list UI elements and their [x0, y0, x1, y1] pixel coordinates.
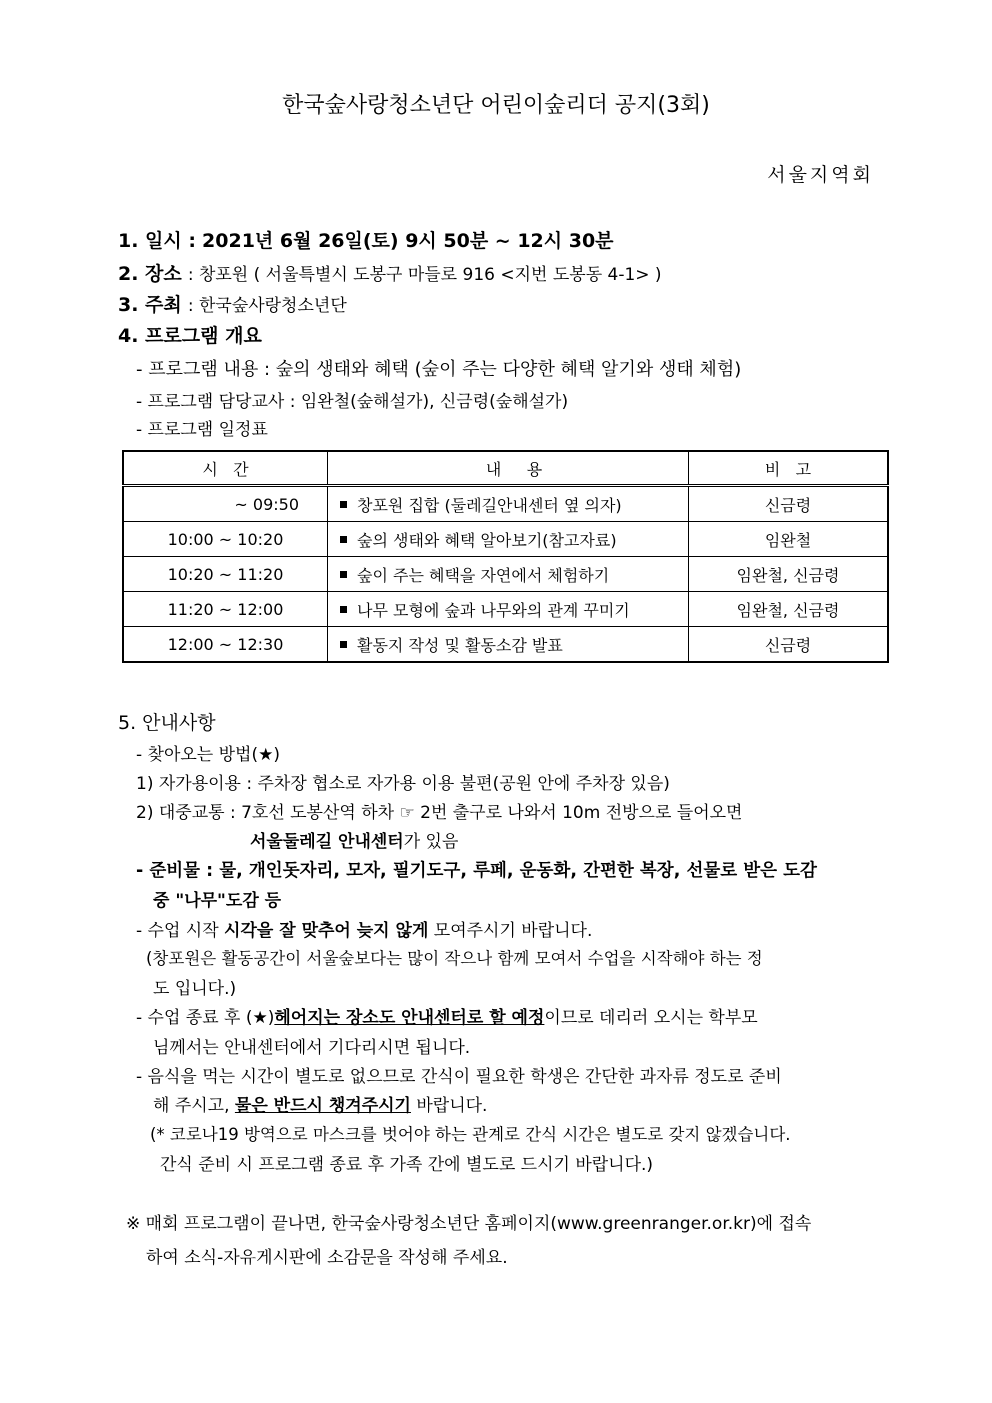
directions-label: - 찾아오는 방법(★)	[136, 745, 280, 765]
row-time: 10:00 ~ 10:20	[123, 522, 328, 557]
table-row	[123, 557, 888, 592]
end-emphasis: 헤어지는 장소도 안내센터로 할 예정	[274, 1008, 545, 1028]
date-line	[118, 226, 614, 253]
row-note: 임완철	[689, 522, 889, 557]
food-emphasis: 물은 반드시 챙겨주시기	[234, 1096, 411, 1116]
header-note: 비 고	[689, 451, 889, 486]
table-row	[123, 627, 888, 663]
transit-center-name: 서울둘레길 안내센터	[250, 832, 404, 852]
notice-heading: 5. 안내사항	[118, 712, 216, 734]
end-line-2: 님께서는 안내센터에서 기다리시면 됩니다.	[153, 1038, 471, 1058]
car-line: 1) 자가용이용 : 주차장 협소로 자가용 이용 불편(공원 안에 주차장 있음)	[136, 774, 670, 794]
transit-line: 2) 대중교통 : 7호선 도봉산역 하차 ☞ 2번 출구로 나와서 10m 전방으로 들어오면	[136, 803, 743, 823]
header-time: 시 간	[123, 451, 328, 486]
table-row	[123, 522, 888, 557]
program-teachers: - 프로그램 담당교사 : 임완철(숲해설가), 신금령(숲해설가)	[136, 392, 569, 412]
place-label: 2. 장소	[118, 263, 182, 285]
place-value: : 창포원 ( 서울특별시 도봉구 마들로 916 <지번 도봉동 4-1> )	[187, 265, 662, 285]
host-line	[118, 290, 347, 317]
schedule-header-row	[123, 451, 888, 486]
prep-line-1: - 준비물 : 물, 개인돗자리, 모자, 필기도구, 루페, 운동화, 간편한 복장, 선물로 받은 도감	[136, 861, 817, 881]
row-content: 숲의 생태와 혜택 알아보기(참고자료)	[328, 522, 689, 557]
row-content: 숲이 주는 혜택을 자연에서 체험하기	[328, 557, 689, 592]
row-content: 나무 모형에 숲과 나무와의 관계 꾸미기	[328, 592, 689, 627]
table-row	[123, 592, 888, 627]
program-heading: 4. 프로그램 개요	[118, 325, 262, 347]
place-line	[118, 259, 662, 286]
transit-line-2: 서울둘레길 안내센터가 있음	[250, 832, 459, 852]
header-content: 내 용	[328, 451, 689, 486]
host-value: : 한국숲사랑청소년단	[187, 296, 347, 316]
date-label: 1. 일시 :	[118, 230, 196, 252]
row-note: 신금령	[689, 627, 889, 663]
row-note: 임완철, 신금령	[689, 592, 889, 627]
footer-line-2: 하여 소식-자유게시판에 소감문을 작성해 주세요.	[146, 1248, 508, 1268]
row-note: 신금령	[689, 486, 889, 522]
row-content: 창포원 집합 (둘레길안내센터 옆 의자)	[328, 486, 689, 522]
food-line-1: - 음식을 먹는 시간이 별도로 없으므로 간식이 필요한 학생은 간단한 과자류 정도로 준비	[136, 1067, 782, 1087]
time-line: - 수업 시작 시각을 잘 맞추어 늦지 않게 모여주시기 바랍니다.	[136, 921, 593, 941]
time-note-2: 도 입니다.)	[153, 979, 237, 999]
covid-line-2: 간식 준비 시 프로그램 종료 후 가족 간에 별도로 드시기 바랍니다.)	[160, 1155, 654, 1175]
row-content: 활동지 작성 및 활동소감 발표	[328, 627, 689, 663]
square-bullet-icon	[340, 606, 347, 613]
program-schedule-label: - 프로그램 일정표	[136, 420, 268, 440]
row-time: 12:00 ~ 12:30	[123, 627, 328, 663]
organization-name: 서울지역회	[767, 164, 874, 186]
program-content: - 프로그램 내용 : 숲의 생태와 혜택 (숲이 주는 다양한 혜택 알기와 생태 체험)	[136, 359, 742, 380]
row-time: 10:20 ~ 11:20	[123, 557, 328, 592]
date-value: 2021년 6월 26일(토) 9시 50분 ~ 12시 30분	[202, 230, 614, 252]
time-emphasis: 시각을 잘 맞추어 늦지 않게	[224, 921, 429, 941]
end-line: - 수업 종료 후 (★)헤어지는 장소도 안내센터로 할 예정이므로 데리러 오시는 학부모	[136, 1008, 758, 1028]
row-note: 임완철, 신금령	[689, 557, 889, 592]
page-title: 한국숲사랑청소년단 어린이숲리더 공지(3회)	[282, 93, 710, 118]
square-bullet-icon	[340, 536, 347, 543]
table-row	[123, 486, 888, 522]
row-time: ~ 09:50	[123, 486, 328, 522]
square-bullet-icon	[340, 571, 347, 578]
footer-line-1: ※ 매회 프로그램이 끝나면, 한국숲사랑청소년단 홈페이지(www.greenranger.or.kr)에 접속	[126, 1214, 812, 1234]
food-line-2: 해 주시고, 물은 반드시 챙겨주시기 바랍니다.	[153, 1096, 488, 1116]
host-label: 3. 주최	[118, 294, 182, 316]
row-time: 11:20 ~ 12:00	[123, 592, 328, 627]
covid-line-1: (* 코로나19 방역으로 마스크를 벗어야 하는 관계로 간식 시간은 별도로 갖지 않겠습니다.	[150, 1125, 791, 1144]
square-bullet-icon	[340, 501, 347, 508]
schedule-table	[122, 450, 889, 663]
prep-line-2: 중 "나무"도감 등	[153, 891, 282, 911]
square-bullet-icon	[340, 641, 347, 648]
time-note-1: (창포원은 활동공간이 서울숲보다는 많이 작으나 함께 모여서 수업을 시작해야 하는 정	[146, 949, 763, 968]
